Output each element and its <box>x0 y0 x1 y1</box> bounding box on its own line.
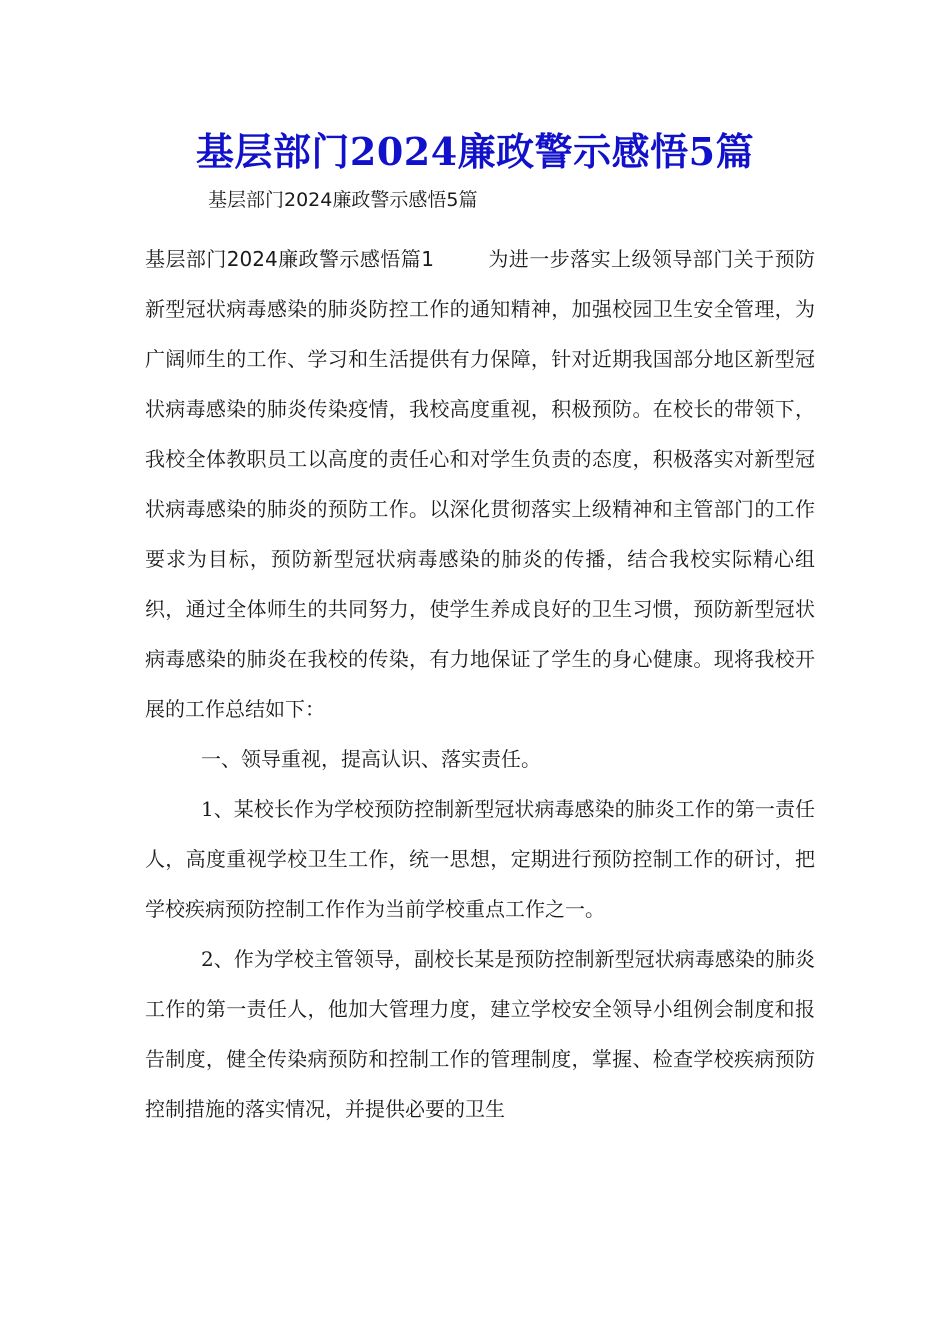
section-heading: 基层部门2024廉政警示感悟篇1 <box>145 247 434 271</box>
document-subtitle: 基层部门2024廉政警示感悟5篇 <box>208 189 478 211</box>
point-one-heading: 一、领导重视，提高认识、落实责任。 <box>201 747 541 771</box>
item-2-paragraph: 2、作为学校主管领导，副校长某是预防控制新型冠状病毒感染的肺炎工作的第一责任人，他加大管理力度，建立学校安全领导小组例会制度和报告制度，健全传染病预防和控制工作的管理制度，掌握、检查学校疾病预防控制措施的落实情况，并提供必要的卫生 <box>145 947 815 1121</box>
item-1-paragraph: 1、某校长作为学校预防控制新型冠状病毒感染的肺炎工作的第一责任人，高度重视学校卫生工作，统一思想，定期进行预防控制工作的研讨，把学校疾病预防控制工作作为当前学校重点工作之一。 <box>145 797 815 921</box>
intro-text: 为进一步落实上级领导部门关于预防新型冠状病毒感染的肺炎防控工作的通知精神，加强校园卫生安全管理，为广阔师生的工作、学习和生活提供有力保障，针对近期我国部分地区新型冠状病毒感染的肺炎传染疫情，我校高度重视，积极预防。在校长的带领下，我校全体教职员工以高度的责任心和对学生负责的态度，积极落实对新型冠状病毒感染的肺炎的预防工作。以深化贯彻落实上级精神和主管部门的工作要求为目标，预防新型冠状病毒感染的肺炎的传播，结合我校实际精心组织，通过全体师生的共同努力，使学生养成良好的卫生习惯，预防新型冠状病毒感染的肺炎在我校的传染，有力地保证了学生的身心健康。现将我校开展的工作总结如下： <box>145 247 816 721</box>
document-title: 基层部门2024廉政警示感悟5篇 <box>195 129 755 174</box>
document-body <box>145 234 815 1134</box>
intro-paragraph <box>145 234 815 734</box>
